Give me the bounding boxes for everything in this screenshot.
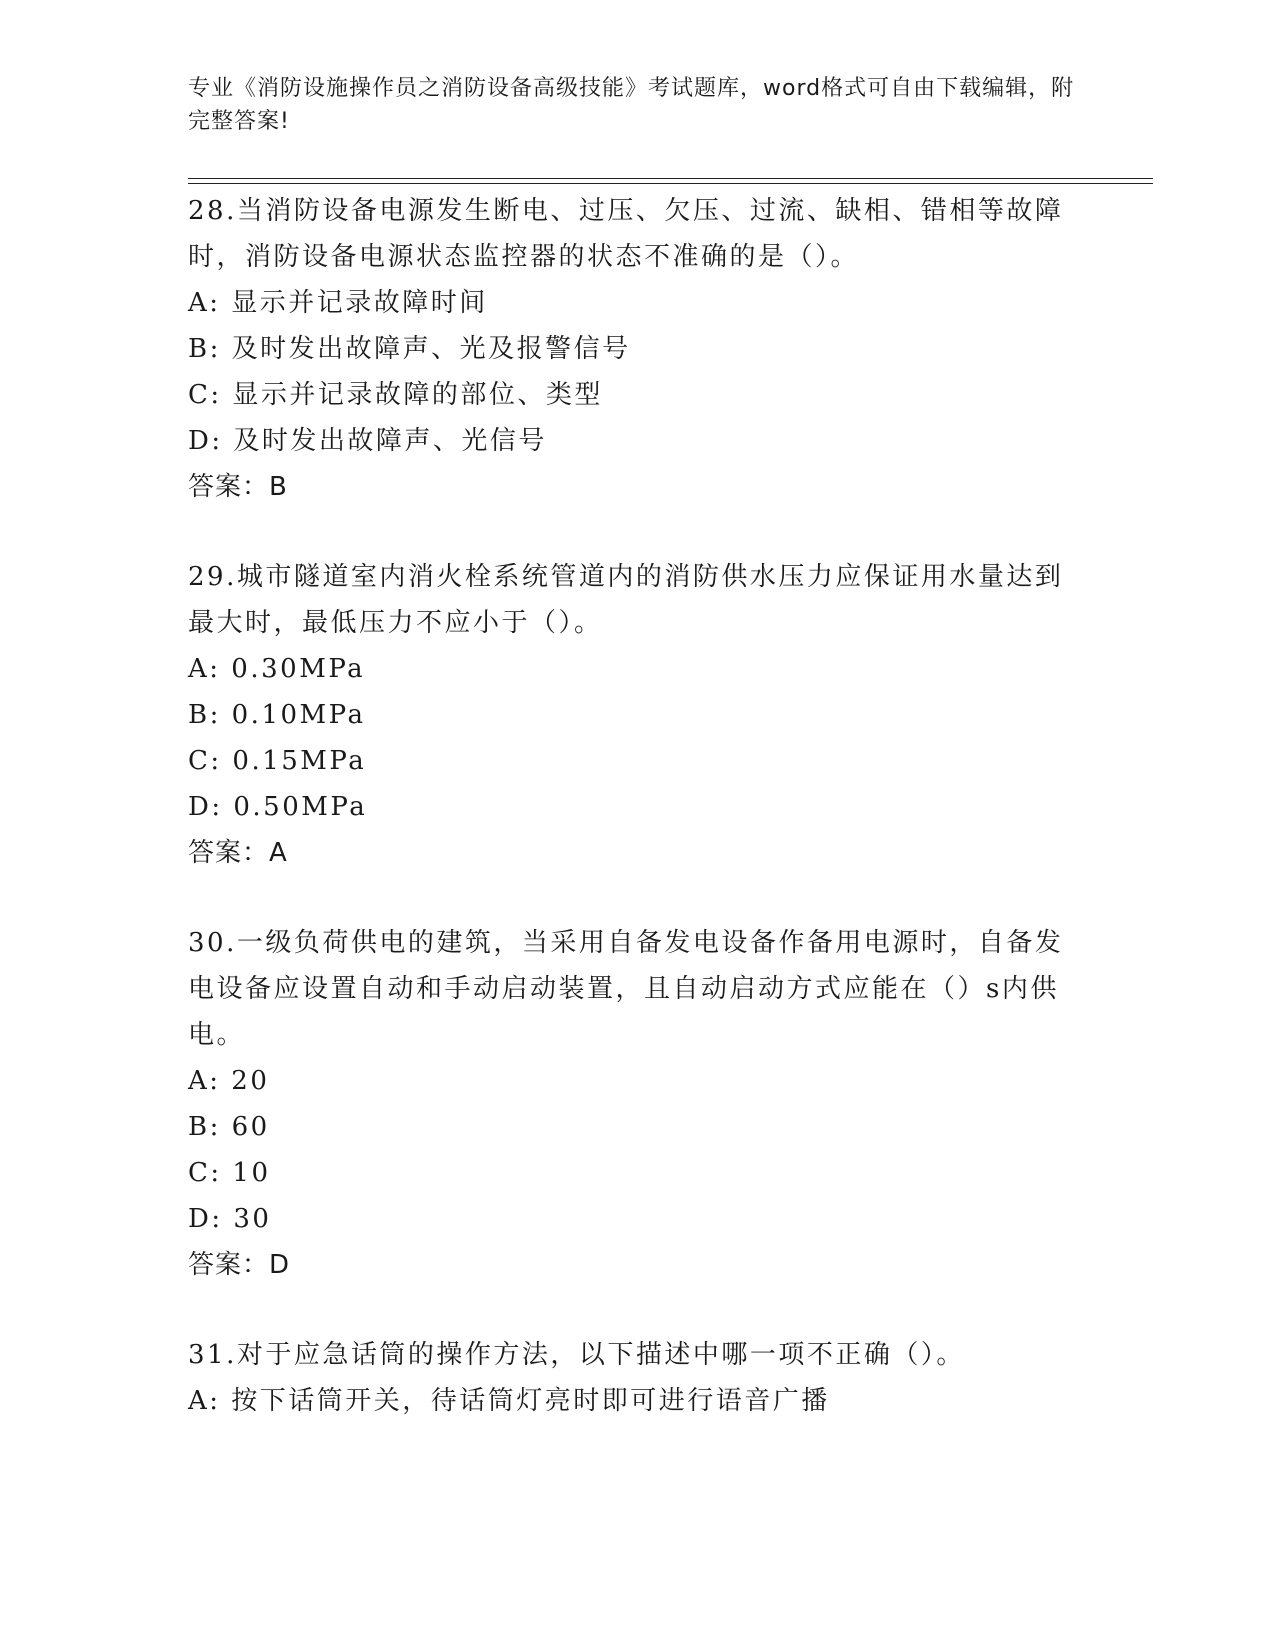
document-header: 专业《消防设施操作员之消防设备高级技能》考试题库，word格式可自由下载编辑，附完整答案! (188, 76, 1075, 134)
header-divider-bottom (188, 183, 1153, 184)
option-d: D: 及时发出故障声、光信号 (188, 426, 547, 456)
question-31 (188, 1332, 1088, 1424)
answer-line: 答案：D (188, 1250, 291, 1280)
option-c: C: 0.15MPa (188, 746, 367, 776)
option-list (188, 1058, 1088, 1242)
option-c: C: 显示并记录故障的部位、类型 (188, 380, 603, 410)
answer-line: 答案：A (188, 838, 288, 868)
option-a: A: 20 (188, 1066, 270, 1096)
option-d: D: 30 (188, 1204, 272, 1234)
option-list (188, 1378, 1088, 1424)
option-b: B: 0.10MPa (188, 700, 366, 730)
question-29 (188, 554, 1088, 876)
option-a: A: 按下话筒开关，待话筒灯亮时即可进行语音广播 (188, 1386, 830, 1416)
option-b: B: 及时发出故障声、光及报警信号 (188, 334, 631, 364)
question-30 (188, 920, 1088, 1288)
question-text: 31.对于应急话筒的操作方法，以下描述中哪一项不正确（）。 (188, 1340, 965, 1370)
option-c: C: 10 (188, 1158, 271, 1188)
answer-line: 答案：B (188, 472, 288, 502)
option-d: D: 0.50MPa (188, 792, 368, 822)
option-list (188, 280, 1088, 464)
option-list (188, 646, 1088, 830)
option-a: A: 0.30MPa (188, 654, 366, 684)
option-b: B: 60 (188, 1112, 270, 1142)
option-a: A: 显示并记录故障时间 (188, 288, 488, 318)
question-text: 30.一级负荷供电的建筑，当采用自备发电设备作备用电源时，自备发电设备应设置自动和手动启动装置，且自动启动方式应能在（）s内供电。 (188, 928, 1064, 1050)
question-text: 29.城市隧道室内消火栓系统管道内的消防供水压力应保证用水量达到最大时，最低压力不应小于（）。 (188, 562, 1064, 638)
question-28 (188, 188, 1088, 510)
question-list (188, 188, 1088, 1468)
question-text: 28.当消防设备电源发生断电、过压、欠压、过流、缺相、错相等故障时，消防设备电源状态监控器的状态不准确的是（）。 (188, 196, 1064, 272)
header-divider-top (188, 178, 1153, 179)
